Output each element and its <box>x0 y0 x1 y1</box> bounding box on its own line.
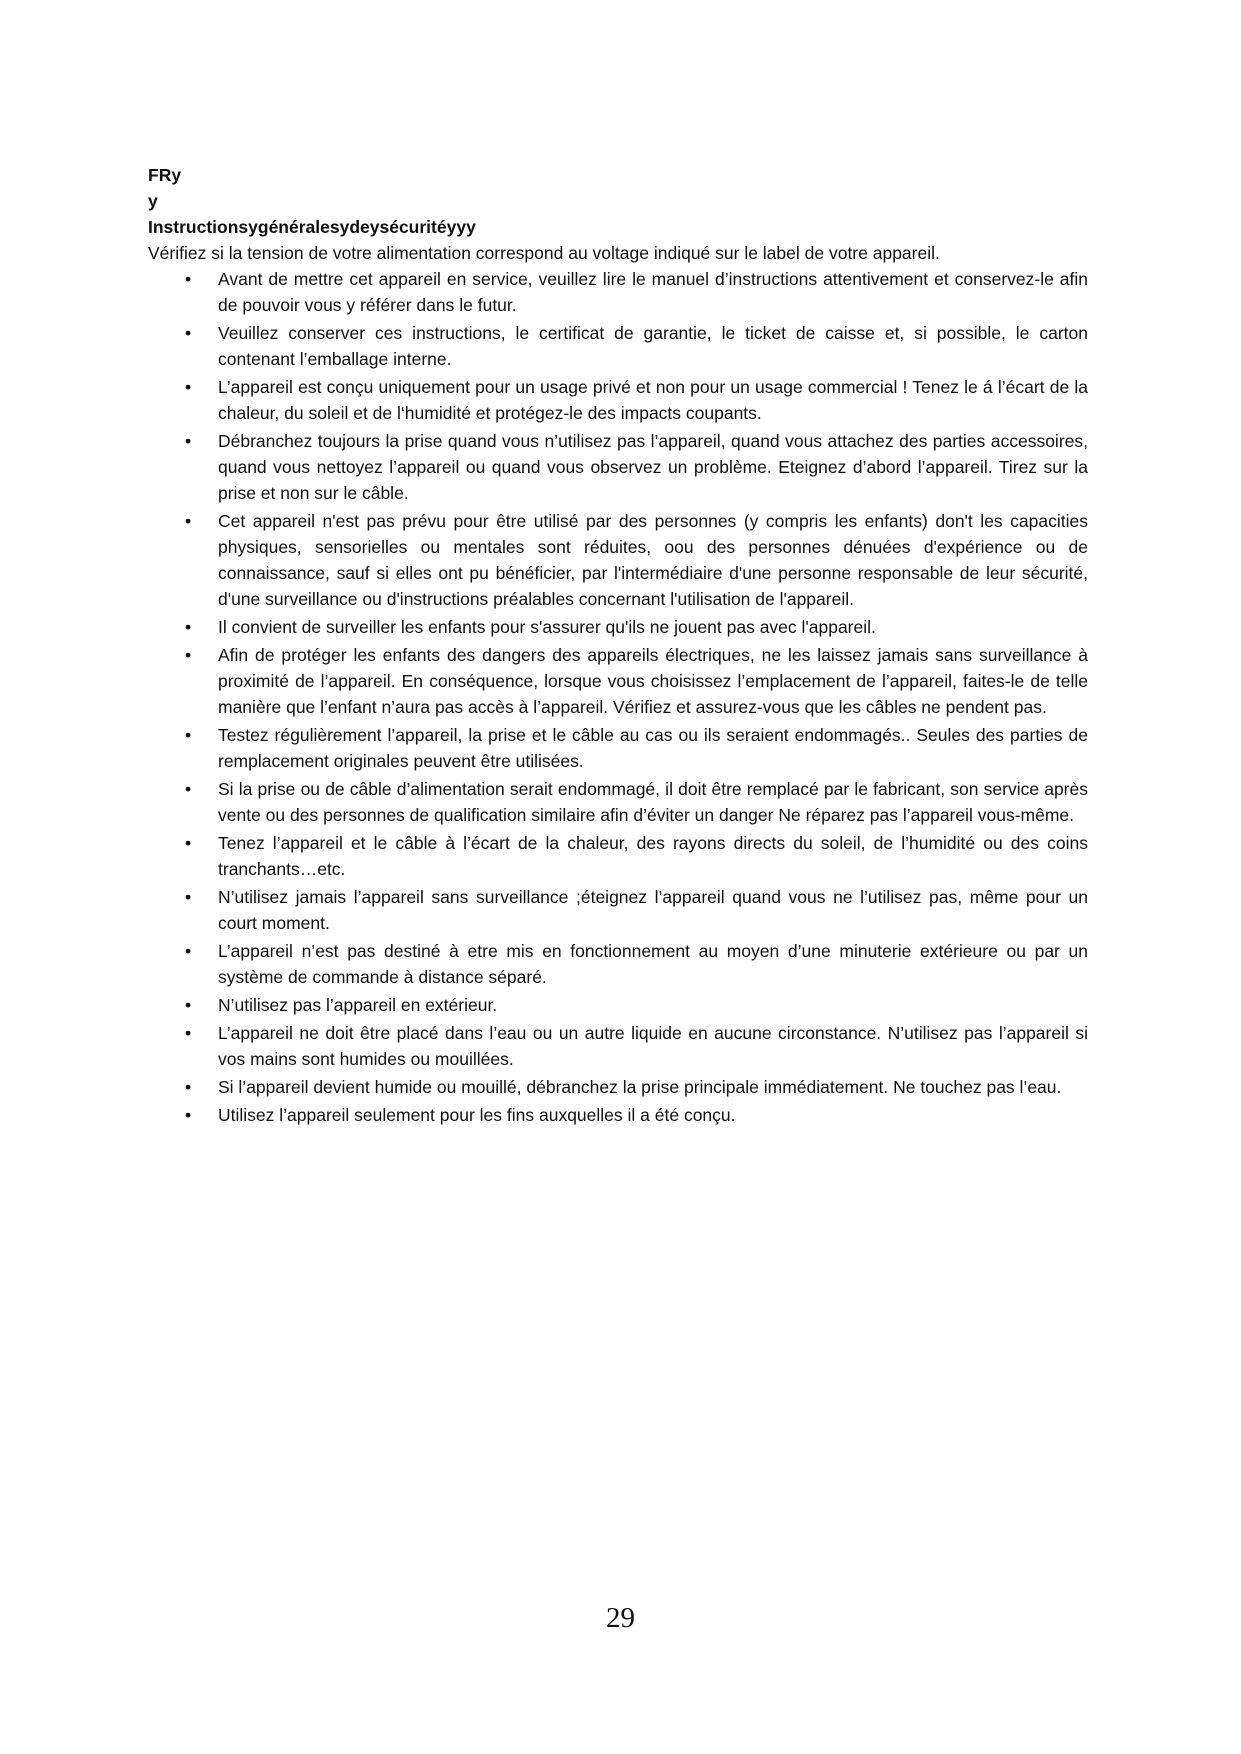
list-item-text: Testez régulièrement l’appareil, la prise et le câble au cas ou ils seraient endommagés.. Seules des parties de remplacement originales peuvent être utilisées. <box>218 725 1088 771</box>
list-item-text: N’utilisez jamais l’appareil sans surveillance ;éteignez l’appareil quand vous ne l’utilisez pas, même pour un court moment. <box>218 887 1088 933</box>
bullet-icon: • <box>185 617 192 637</box>
list-item-text: L’appareil est conçu uniquement pour un usage privé et non pour un usage commercial ! Tenez le á l’écart de la chaleur, du soleil et de l‘humidité et protégez-le des impacts coupants. <box>218 377 1088 423</box>
list-item-text: Il convient de surveiller les enfants pour s'assurer qu'ils ne jouent pas avec l'appareil. <box>218 617 876 637</box>
list-item <box>148 428 1088 506</box>
list-item-text: Afin de protéger les enfants des dangers des appareils électriques, ne les laissez jamais sans surveillance à proximité de l’appareil. En conséquence, lorsque vous choisissez l’emplacement de l’appareil, faites-le de telle manière que l’enfant n’aura pas accès à l’appareil. Vérifiez et assurez-vous que les câbles ne pendent pas. <box>218 645 1088 717</box>
list-item <box>148 642 1088 720</box>
bullet-icon: • <box>185 645 192 665</box>
bullet-icon: • <box>185 377 192 397</box>
list-item-text: Tenez l’appareil et le câble à l’écart de la chaleur, des rayons directs du soleil, de l’humidité ou des coins tranchants…etc. <box>218 833 1088 879</box>
list-item <box>148 614 1088 640</box>
list-item-text: Avant de mettre cet appareil en service, veuillez lire le manuel d’instructions attentivement et conservez-le afin de pouvoir vous y référer dans le futur. <box>218 269 1088 315</box>
list-item-text: Veuillez conserver ces instructions, le certificat de garantie, le ticket de caisse et, si possible, le carton contenant l’emballage interne. <box>218 323 1088 369</box>
list-item <box>148 1074 1088 1100</box>
list-item-text: Si la prise ou de câble d’alimentation serait endommagé, il doit être remplacé par le fabricant, son service après vente ou des personnes de qualification similaire afin d’éviter un danger Ne réparez pas l’appareil vous-même. <box>218 779 1088 825</box>
bullet-icon: • <box>185 725 192 745</box>
list-item <box>148 508 1088 612</box>
list-item <box>148 320 1088 372</box>
bullet-icon: • <box>185 887 192 907</box>
bullet-icon: • <box>185 511 192 531</box>
list-item-text: Débranchez toujours la prise quand vous n’utilisez pas l’appareil, quand vous attachez des parties accessoires, quand vous nettoyez l’appareil ou quand vous observez un problème. Eteignez d’abord l’appareil. Tirez sur la prise et non sur le câble. <box>218 431 1088 503</box>
safety-instructions-list <box>148 266 1088 1128</box>
list-item-text: Si l’appareil devient humide ou mouillé, débranchez la prise principale immédiatement. Ne touchez pas l’eau. <box>218 1077 1062 1097</box>
list-item <box>148 374 1088 426</box>
bullet-icon: • <box>185 779 192 799</box>
list-item-text: L’appareil ne doit être placé dans l’eau ou un autre liquide en aucune circonstance. N’utilisez pas l’appareil si vos mains sont humides ou mouillées. <box>218 1023 1088 1069</box>
list-item-text: Cet appareil n'est pas prévu pour être utilisé par des personnes (y compris les enfants) don't les capacities physiques, sensorielles ou mentales sont réduites, oou des personnes dénuées d'expérience ou de connaissance, sauf si elles ont pu bénéficier, par l'intermédiaire d'une personne responsable de leur sécurité, d'une surveillance ou d'instructions préalables concernant l'utilisation de l'appareil. <box>218 511 1088 609</box>
list-item <box>148 884 1088 936</box>
safety-section <box>148 162 1088 1130</box>
list-item <box>148 938 1088 990</box>
list-item <box>148 776 1088 828</box>
list-item <box>148 992 1088 1018</box>
bullet-icon: • <box>185 941 192 961</box>
list-item <box>148 1020 1088 1072</box>
bullet-icon: • <box>185 1023 192 1043</box>
bullet-icon: • <box>185 1105 192 1125</box>
bullet-icon: • <box>185 1077 192 1097</box>
list-item <box>148 722 1088 774</box>
spacer-line: y <box>148 191 158 211</box>
list-item-text: N’utilisez pas l’appareil en extérieur. <box>218 995 498 1015</box>
list-item <box>148 1102 1088 1128</box>
bullet-icon: • <box>185 431 192 451</box>
list-item <box>148 266 1088 318</box>
bullet-icon: • <box>185 269 192 289</box>
section-title: Instructionsygénéralesydeysécuritéyyy <box>148 217 476 237</box>
language-code: FRy <box>148 165 182 185</box>
page-number: 29 <box>606 1602 635 1634</box>
list-item-text: L’appareil n’est pas destiné à etre mis en fonctionnement au moyen d’une minuterie extérieure ou par un système de commande à distance séparé. <box>218 941 1088 987</box>
list-item <box>148 830 1088 882</box>
bullet-icon: • <box>185 995 192 1015</box>
intro-paragraph: Vérifiez si la tension de votre alimentation correspond au voltage indiqué sur le label de votre appareil. <box>148 243 940 263</box>
bullet-icon: • <box>185 833 192 853</box>
list-item-text: Utilisez l’appareil seulement pour les fins auxquelles il a été conçu. <box>218 1105 736 1125</box>
bullet-icon: • <box>185 323 192 343</box>
